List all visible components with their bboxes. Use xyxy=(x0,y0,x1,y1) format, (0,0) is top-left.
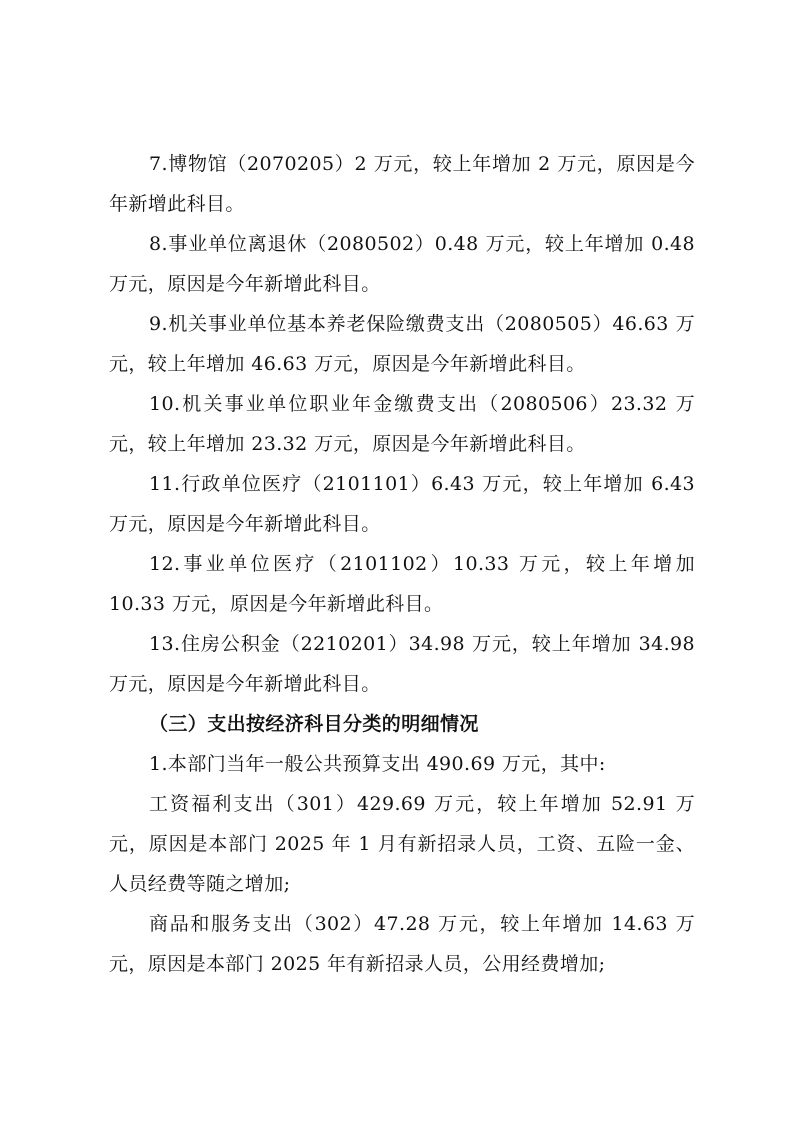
paragraph-item-8: 8.事业单位离退休（2080502）0.48 万元，较上年增加 0.48 万元，原因是今年新增此科目。 xyxy=(109,233,695,295)
paragraph-item-7: 7.博物馆（2070205）2 万元，较上年增加 2 万元，原因是今年新增此科目。 xyxy=(109,153,695,215)
paragraph-item-13: 13.住房公积金（2210201）34.98 万元，较上年增加 34.98 万元，原因是今年新增此科目。 xyxy=(109,633,695,695)
section-heading: （三）支出按经济科目分类的明细情况 xyxy=(149,713,479,735)
paragraph-salary-welfare: 工资福利支出（301）429.69 万元，较上年增加 52.91 万元，原因是本部门 2025 年 1 月有新招录人员，工资、五险一金、人员经费等随之增加; xyxy=(109,793,695,895)
paragraph-goods-services: 商品和服务支出（302）47.28 万元，较上年增加 14.63 万元，原因是本部门 2025 年有新招录人员，公用经费增加; xyxy=(109,913,695,975)
paragraph-item-10: 10.机关事业单位职业年金缴费支出（2080506）23.32 万元，较上年增加 23.32 万元，原因是今年新增此科目。 xyxy=(109,393,695,455)
paragraph-total-expenditure: 1.本部门当年一般公共预算支出 490.69 万元，其中: xyxy=(149,753,606,775)
paragraph-item-9: 9.机关事业单位基本养老保险缴费支出（2080505）46.63 万元，较上年增加 46.63 万元，原因是今年新增此科目。 xyxy=(109,313,695,375)
document-body xyxy=(109,144,695,984)
paragraph-item-12: 12.事业单位医疗（2101102）10.33 万元，较上年增加 10.33 万元，原因是今年新增此科目。 xyxy=(109,553,695,615)
paragraph-item-11: 11.行政单位医疗（2101101）6.43 万元，较上年增加 6.43 万元，原因是今年新增此科目。 xyxy=(109,473,695,535)
